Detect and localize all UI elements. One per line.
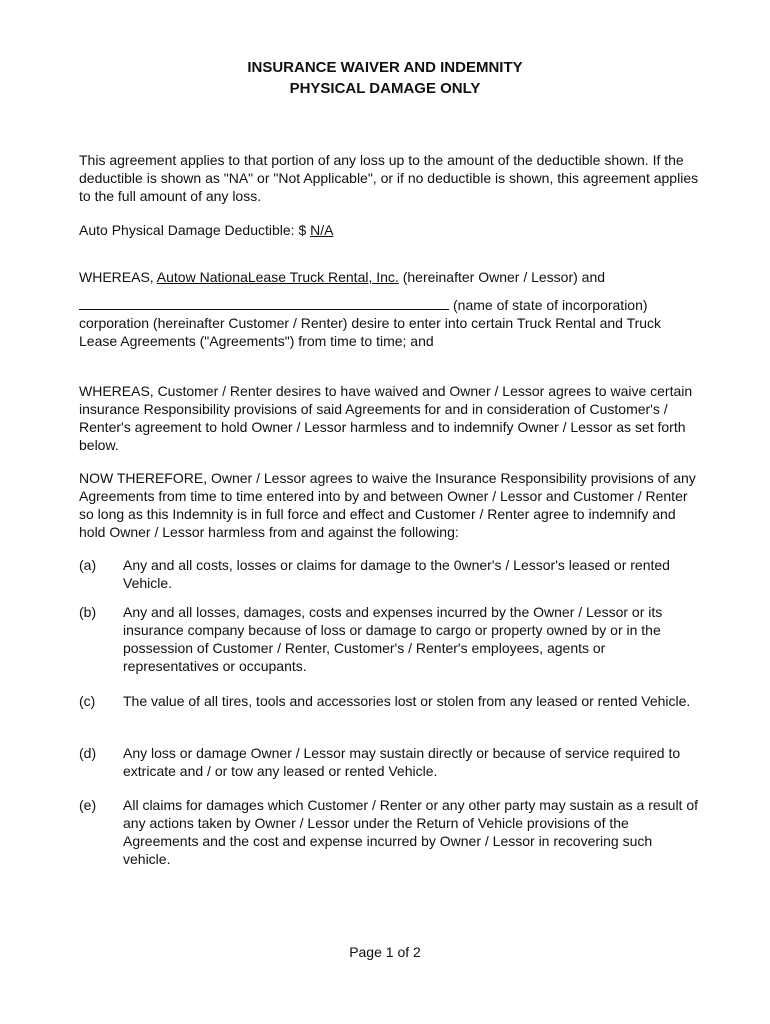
whereas-prefix: WHEREAS, [79,269,157,285]
whereas-suffix: (hereinafter Owner / Lessor) and [398,269,606,285]
blank-note: (name of state of incorporation) [453,297,648,313]
list-item: Any loss or damage Owner / Lessor may sustain directly or because of service required to extricate and / or tow any leased or rented Vehicle. [123,745,681,779]
customer-blank-line [79,295,699,314]
document-subtitle: PHYSICAL DAMAGE ONLY [289,80,481,97]
whereas-waiver-paragraph: WHEREAS, Customer / Renter desires to have waived and Owner / Lessor agrees to waive certain insurance Responsibility provisions of said Agreements for and in consideration of Customer's / Renter's agreement to hold Owner / Lessor harmless and to indemnify Owner / Lessor as set forth below. [79,383,693,453]
now-therefore-paragraph: NOW THEREFORE, Owner / Lessor agrees to waive the Insurance Responsibility provisions of any Agreements from time to time entered into by and between Owner / Lessor and Customer / Renter so long as this Indemnity is in full force and effect and Customer / Renter agree to indemnify and hold Owner / Lessor harmless from and against the following: [79,470,696,540]
deductible-value: N/A [310,222,334,238]
list-item: Any and all costs, losses or claims for damage to the 0wner's / Lessor's leased or rented Vehicle. [123,557,670,591]
list-item: All claims for damages which Customer / Renter or any other party may sustain as a result of any actions taken by Owner / Lessor under the Return of Vehicle provisions of the Agreements and the cost and expense incurred by Owner / Lessor in recovering such vehicle. [123,797,699,867]
list-item: Any and all losses, damages, costs and expenses incurred by the Owner / Lessor or its insurance company because of loss or damage to cargo or property owned by or in the possession of Customer / Renter, Customer's / Renter's employees, agents or representatives or occupants. [123,604,663,674]
item-label: (c) [79,693,96,709]
intro-paragraph: This agreement applies to that portion of any loss up to the amount of the deductible shown. If the deductible is shown as "NA" or "Not Applicable", or if no deductible is shown, this agreement applies to the full amount of any loss. [79,152,699,204]
item-label: (a) [79,557,97,573]
item-label: (e) [79,797,97,813]
whereas-parties-line [79,268,699,286]
deductible-line [79,221,699,239]
item-label: (d) [79,745,97,761]
list-item: The value of all tires, tools and accessories lost or stolen from any leased or rented Vehicle. [123,693,691,709]
owner-name: Autow NationaLease Truck Rental, Inc. [156,269,399,285]
page-number: Page 1 of 2 [349,944,421,960]
item-label: (b) [79,604,97,620]
customer-name-blank [79,295,449,310]
deductible-label: Auto Physical Damage Deductible: $ [79,222,311,238]
document-title: INSURANCE WAIVER AND INDEMNITY [247,59,523,76]
whereas-continuation: corporation (hereinafter Customer / Renter) desire to enter into certain Truck Rental and Truck Lease Agreements ("Agreements") from time to time; and [79,315,662,349]
